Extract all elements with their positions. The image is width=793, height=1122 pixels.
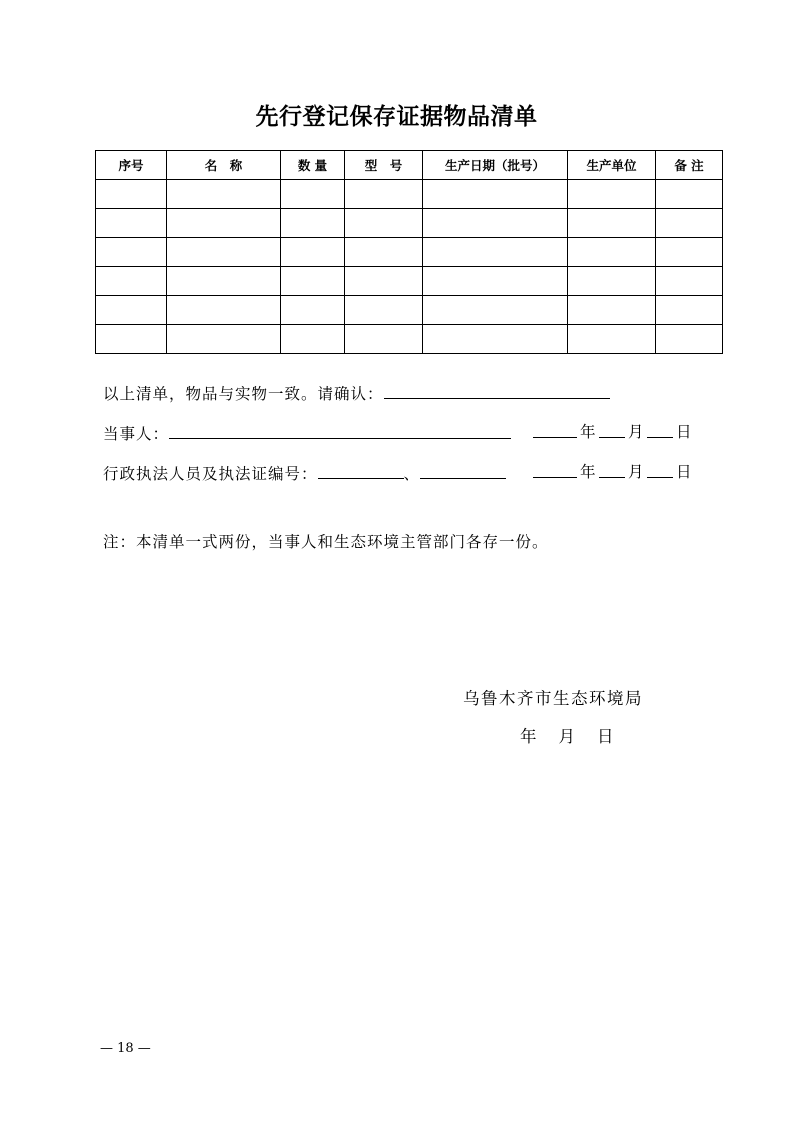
table-cell[interactable] [96,325,167,354]
header-manufacturer: 生产单位 [568,151,656,180]
table-cell[interactable] [281,180,345,209]
party-month-blank[interactable] [599,437,625,438]
confirm-signature-blank[interactable] [384,381,610,399]
sign-month-label: 月 [558,727,575,746]
table-cell[interactable] [167,325,281,354]
table-cell[interactable] [281,209,345,238]
table-cell[interactable] [345,209,423,238]
table-cell[interactable] [656,267,723,296]
header-name: 名 称 [167,151,281,180]
table-cell[interactable] [423,209,568,238]
table-cell[interactable] [167,238,281,267]
sign-day-label: 日 [597,727,614,746]
table-cell[interactable] [281,238,345,267]
table-cell[interactable] [281,296,345,325]
table-cell[interactable] [96,267,167,296]
sign-year-label: 年 [520,727,537,746]
table-cell[interactable] [568,180,656,209]
table-row [96,238,723,267]
table-cell[interactable] [423,296,568,325]
issuing-organization: 乌鲁木齐市生态环境局 [463,689,643,708]
party-signature-blank[interactable] [169,421,511,439]
table-row [96,180,723,209]
table-cell[interactable] [568,325,656,354]
party-year-label: 年 [580,423,596,441]
officer-day-blank[interactable] [647,477,673,478]
sign-date [520,723,614,747]
officer-line [103,461,506,484]
confirm-line [103,381,610,404]
table-row [96,296,723,325]
header-model: 型 号 [345,151,423,180]
note-text: 注：本清单一式两份，当事人和生态环境主管部门各存一份。 [103,533,549,551]
table-cell[interactable] [656,238,723,267]
party-day-label: 日 [676,423,692,441]
table-cell[interactable] [167,180,281,209]
table-cell[interactable] [423,325,568,354]
table-cell[interactable] [656,296,723,325]
officer-day-label: 日 [676,463,692,481]
table-cell[interactable] [568,267,656,296]
table-cell[interactable] [96,238,167,267]
header-quantity: 数 量 [281,151,345,180]
table-cell[interactable] [568,296,656,325]
party-label: 当事人： [103,425,170,443]
table-cell[interactable] [345,267,423,296]
table-header-row [96,151,723,180]
officer-separator: 、 [403,465,421,483]
table-cell[interactable] [656,209,723,238]
officer-id-blank-2[interactable] [420,461,506,479]
table-cell[interactable] [423,267,568,296]
table-cell[interactable] [96,209,167,238]
officer-month-label: 月 [628,463,644,481]
table-row [96,325,723,354]
table-cell[interactable] [345,325,423,354]
page-number: — 18 — [100,1041,151,1056]
table-cell[interactable] [281,325,345,354]
confirm-label: 以上清单，物品与实物一致。请确认： [103,385,384,403]
table-cell[interactable] [167,267,281,296]
table-cell[interactable] [345,180,423,209]
party-day-blank[interactable] [647,437,673,438]
party-year-blank[interactable] [533,437,577,438]
officer-year-blank[interactable] [533,477,577,478]
header-serial-number: 序号 [96,151,167,180]
officer-month-blank[interactable] [599,477,625,478]
table-row [96,267,723,296]
party-line [103,421,511,444]
table-cell[interactable] [167,209,281,238]
table-cell[interactable] [568,238,656,267]
table-cell[interactable] [423,238,568,267]
officer-label: 行政执法人员及执法证编号： [103,465,318,483]
officer-year-label: 年 [580,463,596,481]
header-production-date: 生产日期（批号） [423,151,568,180]
table-cell[interactable] [656,325,723,354]
table-cell[interactable] [423,180,568,209]
header-remarks: 备 注 [656,151,723,180]
table-cell[interactable] [167,296,281,325]
document-title: 先行登记保存证据物品清单 [255,103,538,130]
evidence-items-table [95,150,723,354]
table-cell[interactable] [345,296,423,325]
officer-id-blank-1[interactable] [318,461,404,479]
table-cell[interactable] [96,180,167,209]
table-cell[interactable] [568,209,656,238]
party-month-label: 月 [628,423,644,441]
table-cell[interactable] [281,267,345,296]
table-cell[interactable] [345,238,423,267]
table-cell[interactable] [656,180,723,209]
table-row [96,209,723,238]
table-cell[interactable] [96,296,167,325]
